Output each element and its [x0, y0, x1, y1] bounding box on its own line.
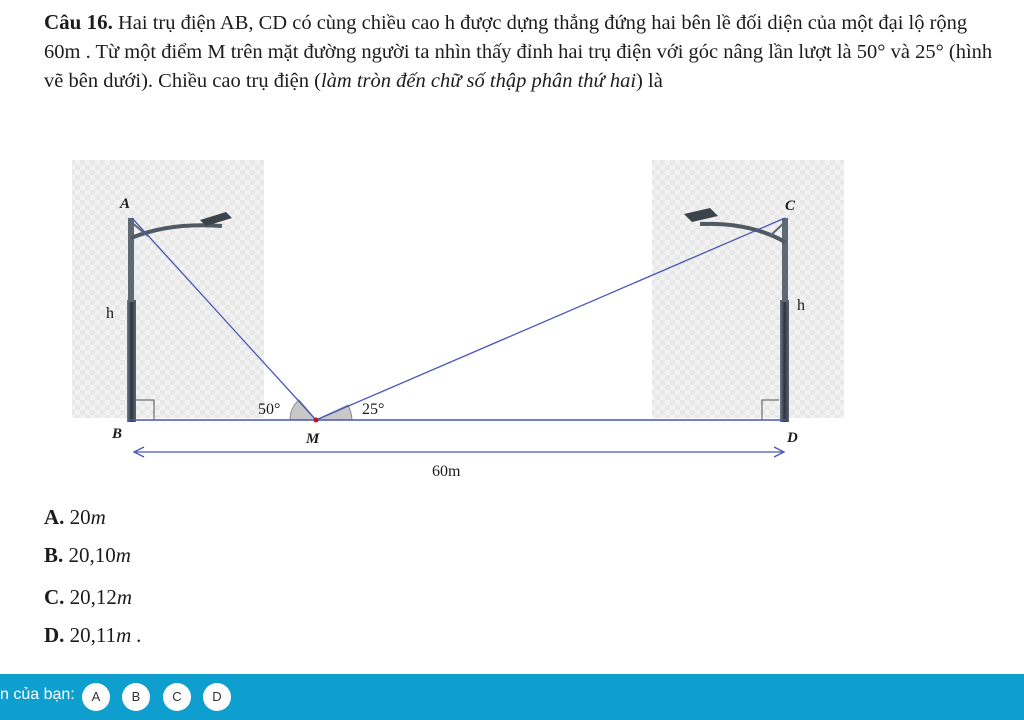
option-b-unit: m	[115, 543, 131, 567]
option-d-unit: m .	[116, 623, 142, 647]
answer-button-b[interactable]: B	[122, 683, 150, 711]
question-body: Hai trụ điện AB, CD có cùng chiều cao h được dựng thẳng đứng hai bên lề đối diện của một đại lộ rộng 60m . Từ một điểm M trên mặt đường người ta nhìn thấy đỉnh hai trụ điện với góc nâng lần lượt là 50° và 25° (hình vẽ bên dưới). Chiều cao trụ điện (	[44, 12, 993, 92]
angle-sector-left	[290, 400, 316, 420]
option-b-letter: B.	[44, 543, 64, 567]
label-point-M: M	[306, 431, 320, 447]
answer-bar	[0, 674, 1024, 720]
option-c[interactable]	[44, 584, 132, 610]
option-c-letter: C.	[44, 585, 65, 609]
point-M-dot	[314, 418, 319, 423]
question-text	[44, 8, 1004, 96]
option-a[interactable]	[44, 504, 106, 530]
option-c-unit: m	[116, 585, 133, 609]
label-height-right: h	[797, 297, 805, 314]
question-italic-note: làm tròn đến chữ số thập phân thứ hai	[320, 70, 637, 92]
option-b-value: 20,10	[68, 543, 116, 567]
label-height-left: h	[106, 305, 114, 322]
label-distance: 60m	[432, 463, 461, 480]
option-b[interactable]	[44, 542, 131, 568]
question-tail: ) là	[636, 70, 663, 92]
label-point-B: B	[112, 426, 123, 442]
option-a-value: 20	[69, 505, 91, 529]
left-pole-image-bg	[72, 160, 264, 418]
right-pole-image-bg	[652, 160, 844, 418]
answer-bar-label: n của bạn:	[0, 686, 75, 703]
label-angle-right: 25°	[362, 401, 385, 418]
label-point-C: C	[785, 198, 796, 214]
option-c-value: 20,12	[69, 585, 117, 609]
label-point-D: D	[787, 430, 798, 446]
option-d[interactable]	[44, 622, 142, 648]
option-a-unit: m	[90, 505, 106, 529]
option-d-value: 20,11	[69, 623, 117, 647]
question-number: Câu 16.	[44, 10, 113, 34]
distance-arrow	[134, 447, 784, 457]
label-angle-left: 50°	[258, 401, 281, 418]
answer-button-c[interactable]: C	[163, 683, 191, 711]
option-d-letter: D.	[44, 623, 65, 647]
label-point-A: A	[120, 196, 131, 212]
answer-button-d[interactable]: D	[203, 683, 231, 711]
option-a-letter: A.	[44, 505, 65, 529]
answer-button-a[interactable]: A	[82, 683, 110, 711]
